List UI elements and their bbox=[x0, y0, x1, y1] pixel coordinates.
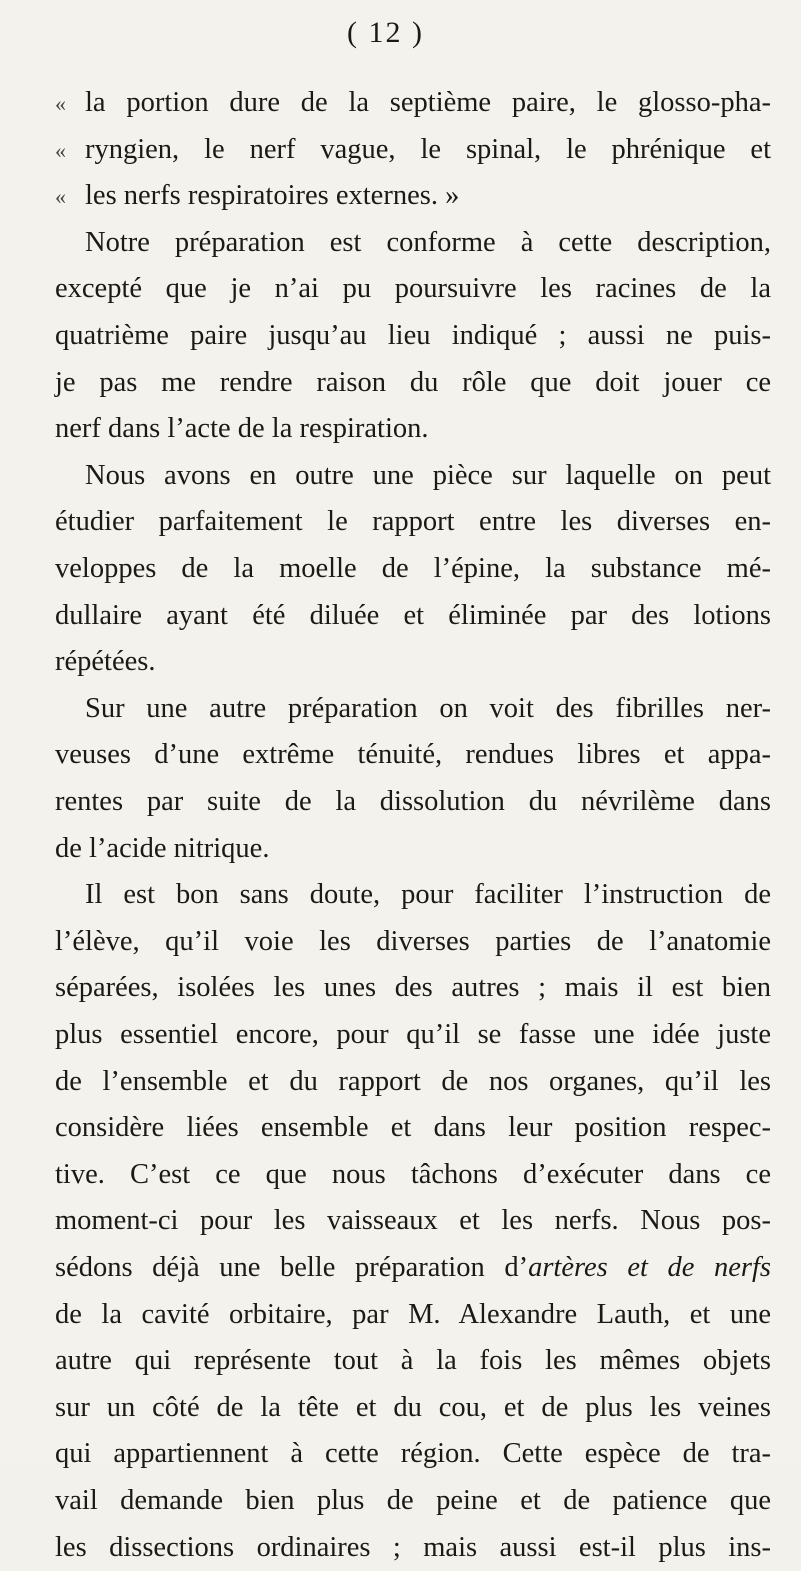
text-line bbox=[55, 593, 771, 639]
line-text: autre qui représente tout à la fois les mêmes objets bbox=[55, 1345, 771, 1377]
text-line bbox=[55, 1059, 771, 1105]
text-line bbox=[55, 406, 771, 452]
line-text: sédons déjà une belle préparation d’ bbox=[55, 1252, 529, 1283]
line-text: considère liées ensemble et dans leur position respec- bbox=[55, 1112, 771, 1144]
line-text: veloppes de la moelle de l’épine, la substance mé- bbox=[55, 553, 771, 584]
line-text: Il est bon sans doute, pour faciliter l’instruction de bbox=[85, 879, 771, 911]
line-text: l’élève, qu’il voie les diverses parties de l’anatomie bbox=[55, 925, 771, 957]
line-text: de la cavité orbitaire, par M. Alexandre Lauth, et une bbox=[55, 1298, 771, 1330]
line-text: tive. C’est ce que nous tâchons d’exécuter dans ce bbox=[55, 1158, 771, 1190]
line-text: les dissections ordinaires ; mais aussi est-il plus ins- bbox=[55, 1531, 771, 1563]
italic-text: artères et de nerfs bbox=[528, 1252, 771, 1283]
text-line bbox=[55, 80, 771, 126]
text-line bbox=[55, 1105, 771, 1151]
text-line bbox=[55, 499, 771, 545]
text-line bbox=[55, 127, 771, 173]
text-line bbox=[55, 360, 771, 406]
line-text: qui appartiennent à cette région. Cette espèce de tra- bbox=[55, 1438, 771, 1470]
line-text: séparées, isolées les unes des autres ; mais il est bien bbox=[55, 972, 771, 1004]
text-line bbox=[55, 313, 771, 359]
text-line bbox=[55, 1525, 771, 1571]
line-text: répétées. bbox=[55, 646, 156, 678]
line-text: nerf dans l’acte de la respiration. bbox=[55, 413, 429, 445]
text-line bbox=[85, 686, 771, 732]
line-text: de l’acide nitrique. bbox=[55, 832, 270, 864]
text-line bbox=[85, 872, 771, 918]
line-text: de l’ensemble et du rapport de nos organes, qu’il les bbox=[55, 1065, 771, 1097]
text-line bbox=[55, 1338, 771, 1384]
line-text: Sur une autre préparation on voit des fibrilles ner- bbox=[85, 692, 771, 724]
line-text: étudier parfaitement le rapport entre les diverses en- bbox=[55, 506, 771, 538]
text-line bbox=[55, 826, 771, 872]
line-text: je pas me rendre raison du rôle que doit jouer ce bbox=[55, 366, 771, 398]
line-text: rentes par suite de la dissolution du névrilème dans bbox=[55, 786, 771, 817]
text-line bbox=[55, 732, 771, 778]
quote-mark: « bbox=[55, 91, 66, 116]
line-text: sur un côté de la tête et du cou, et de plus les veines bbox=[55, 1391, 771, 1423]
line-text: Notre préparation est conforme à cette description, bbox=[85, 226, 771, 258]
line-text: plus essentiel encore, pour qu’il se fasse une idée juste bbox=[55, 1019, 771, 1050]
line-text: Nous avons en outre une pièce sur laquelle on peut bbox=[85, 459, 771, 491]
line-text: les nerfs respiratoires externes. » bbox=[85, 180, 460, 212]
line-text: moment-ci pour les vaisseaux et les nerfs. Nous pos- bbox=[55, 1205, 771, 1237]
quote-mark: « bbox=[55, 137, 66, 163]
text-line bbox=[85, 453, 771, 499]
text-line bbox=[85, 220, 771, 266]
text-line bbox=[55, 779, 771, 825]
quote-mark: « bbox=[55, 184, 66, 210]
text-line bbox=[55, 965, 771, 1011]
line-text: vail demande bien plus de peine et de patience que bbox=[55, 1485, 771, 1516]
line-text: veuses d’une extrême ténuité, rendues libres et appa- bbox=[55, 739, 771, 771]
text-line bbox=[55, 1478, 771, 1524]
text-line bbox=[55, 546, 771, 592]
text-line bbox=[55, 173, 771, 219]
line-text: excepté que je n’ai pu poursuivre les racines de la bbox=[55, 273, 771, 305]
text-line bbox=[55, 1152, 771, 1198]
line-text: ryngien, le nerf vague, le spinal, le phrénique et bbox=[85, 133, 771, 165]
text-line bbox=[55, 1292, 771, 1338]
text-line bbox=[55, 1245, 771, 1291]
line-text: la portion dure de la septième paire, le glosso-pha- bbox=[85, 87, 771, 118]
text-line bbox=[55, 1198, 771, 1244]
text-line bbox=[55, 1012, 771, 1058]
page-number: ( 12 ) bbox=[347, 16, 424, 49]
text-line bbox=[55, 639, 771, 685]
text-line bbox=[55, 919, 771, 965]
text-line bbox=[55, 1385, 771, 1431]
text-line bbox=[55, 1431, 771, 1477]
line-text: dullaire ayant été diluée et éliminée par des lotions bbox=[55, 599, 771, 631]
text-line bbox=[55, 266, 771, 312]
line-text: quatrième paire jusqu’au lieu indiqué ; aussi ne puis- bbox=[55, 320, 771, 351]
